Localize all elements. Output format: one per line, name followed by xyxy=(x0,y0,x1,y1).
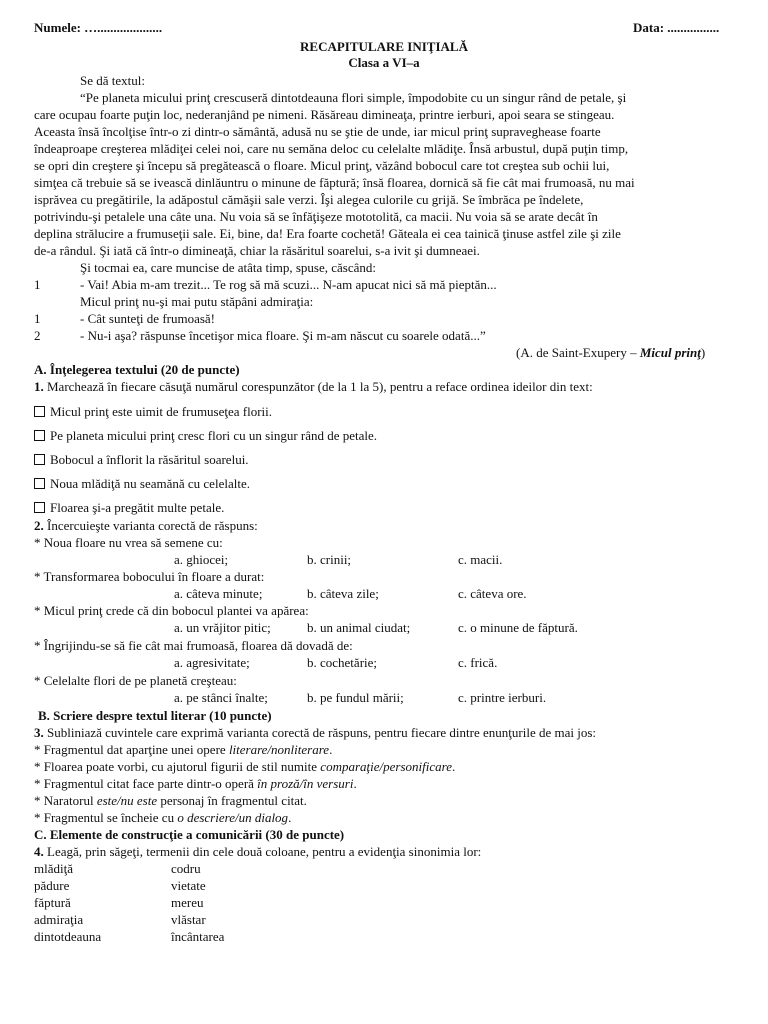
dialogue-num: 1 xyxy=(34,311,41,326)
left-column-term[interactable]: pădure xyxy=(34,878,70,893)
statement-choice[interactable]: este/nu este xyxy=(96,793,158,808)
page-subtitle: Clasa a VI–a xyxy=(348,55,420,70)
statement-choice[interactable]: literare/nonliterare xyxy=(228,742,330,757)
passage-line: simţea că trebuie să se ivească dinlăuntru o minune de făptură; însă floarea, dornică să fie cât mai frumoasă, nu mai xyxy=(34,175,635,190)
dialogue-line: - Vai! Abia m-am trezit... Te rog să mă scuzi... N-am apucat nici să mă pieptăn... xyxy=(80,277,497,292)
order-item xyxy=(34,476,250,491)
mc-option-b[interactable]: b. crinii; xyxy=(307,552,352,567)
mc-option-c[interactable]: c. câteva ore. xyxy=(458,586,527,601)
mc-option-c[interactable]: c. printre ierburi. xyxy=(458,690,547,705)
question-3-text: Subliniază cuvintele care exprimă varianta corectă de răspuns, pentru fiecare dintre enunţurile de mai jos: xyxy=(43,725,597,740)
order-checkbox[interactable] xyxy=(34,478,45,489)
mc-option-a[interactable]: a. câteva minute; xyxy=(174,586,263,601)
question-3-num: 3. xyxy=(34,725,44,740)
mc-option-a[interactable]: a. ghiocei; xyxy=(174,552,229,567)
source-citation xyxy=(516,345,705,360)
mc-option-c[interactable]: c. macii. xyxy=(458,552,503,567)
question-4-text: Leagă, prin săgeţi, termenii din cele două coloane, pentru a evidenţia sinonimia lor: xyxy=(43,844,482,859)
mc-question: * Noua floare nu vrea să semene cu: xyxy=(34,535,223,550)
passage-line: “Pe planeta micului prinţ crescuseră dintotdeauna flori simple, împodobite cu un singur rând de petale, şi xyxy=(80,90,627,105)
statement-text: * Fragmentul dat aparţine unei opere xyxy=(34,742,229,757)
passage-line: potrivindu-şi petalele una câte una. Nu voia să se înfăţişeze mototolită, ca macii. Nu voia să se arate decât în xyxy=(34,209,598,224)
question-2-num: 2. xyxy=(34,518,44,533)
right-column-term[interactable]: codru xyxy=(171,861,201,876)
question-4 xyxy=(34,844,481,859)
order-item-text: Noua mlădiţă nu seamănă cu celelalte. xyxy=(50,476,250,491)
statement-end: . xyxy=(353,776,357,791)
right-column-term[interactable]: vietate xyxy=(171,878,206,893)
mc-option-a[interactable]: a. agresivitate; xyxy=(174,655,250,670)
passage-line: deplina strălucire a frumuseţii sale. Ei, bine, da! Era foarte cochetă! Găteala ei cea tainică ţinuse astfel zile şi zile xyxy=(34,226,621,241)
mc-option-c[interactable]: c. o minune de făptură. xyxy=(458,620,578,635)
dialogue-line: - Nu-i aşa? răspunse încetişor mica floare. Şi m-am născut cu soarele odată...” xyxy=(80,328,486,343)
passage-line: îndeaproape creşterea mlădiţei celei noi, care nu semăna deloc cu celelalte mlădiţe. Însă arbustul, după puţin timp, xyxy=(34,141,629,156)
mc-option-b[interactable]: b. câteva zile; xyxy=(307,586,379,601)
mc-option-a[interactable]: a. pe stânci înalte; xyxy=(174,690,268,705)
statement-item xyxy=(34,759,455,774)
section-c-title: C. Elemente de construcţie a comunicării (30 de puncte) xyxy=(34,827,345,842)
order-checkbox[interactable] xyxy=(34,430,45,441)
order-item-text: Pe planeta micului prinţ cresc flori cu un singur rând de petale. xyxy=(50,428,378,443)
order-item xyxy=(34,452,249,467)
passage-line: se opri din creştere şi începu să pregătească o floare. Micul prinţ, văzând bobocul care tot creştea sub ochii lui, xyxy=(34,158,610,173)
statement-text: * Naratorul xyxy=(34,793,97,808)
section-a-title: A. Înţelegerea textului (20 de puncte) xyxy=(34,362,240,377)
left-column-term[interactable]: admiraţia xyxy=(34,912,84,927)
passage-line: isprăvea cu pregătirile, la adăpostul cămăşii sale verzi. Îşi alegea culorile cu grijă. Se îmbrăca pe îndelete, xyxy=(34,192,584,207)
mc-option-a[interactable]: a. un vrăjitor pitic; xyxy=(174,620,271,635)
passage-line: de-a rândul. Şi iată că într-o dimineaţă, chiar la răsăritul soarelui, s-a ivit şi dumneaei. xyxy=(34,243,480,258)
dialogue-line: - Cât sunteţi de frumoasă! xyxy=(80,311,216,326)
statement-text: * Fragmentul se încheie cu xyxy=(34,810,178,825)
question-1-text: Marchează în fiecare căsuţă numărul corespunzător (de la 1 la 5), pentru a reface ordinea ideilor din text: xyxy=(43,379,593,394)
left-column-term[interactable]: făptură xyxy=(34,895,71,910)
order-checkbox[interactable] xyxy=(34,454,45,465)
mc-question: * Transformarea bobocului în floare a durat: xyxy=(34,569,265,584)
mc-option-b[interactable]: b. un animal ciudat; xyxy=(307,620,411,635)
question-2-text: Încercuieşte varianta corectă de răspuns: xyxy=(43,518,258,533)
question-3 xyxy=(34,725,596,740)
dialogue-num: 1 xyxy=(34,277,41,292)
statement-item xyxy=(34,810,291,825)
source-work: Micul prinţ xyxy=(639,345,701,360)
name-label: Numele: ….................... xyxy=(34,20,163,35)
page-title: RECAPITULARE INIŢIALĂ xyxy=(300,39,468,54)
statement-choice[interactable]: comparaţie/personificare xyxy=(320,759,452,774)
dialogue-line: Şi tocmai ea, care muncise de atâta timp, spuse, căscând: xyxy=(80,260,376,275)
date-label: Data: ................ xyxy=(633,20,720,35)
right-column-term[interactable]: încântarea xyxy=(171,929,225,944)
left-column-term[interactable]: dintotdeauna xyxy=(34,929,102,944)
left-column-term[interactable]: mlădiţă xyxy=(34,861,73,876)
right-column-term[interactable]: vlăstar xyxy=(171,912,206,927)
source-close: ) xyxy=(700,345,706,360)
statement-end: . xyxy=(329,742,333,757)
passage-line: Aceasta însă încolţise într-o zi dintr-o sământă, adusă nu se ştie de unde, iar micul prinţ supraveghease foarte xyxy=(34,124,601,139)
statement-end: . xyxy=(288,810,292,825)
mc-question: * Celelalte flori de pe planetă creşteau: xyxy=(34,673,237,688)
mc-question: * Micul prinţ crede că din bobocul plantei va apărea: xyxy=(34,603,309,618)
right-column-term[interactable]: mereu xyxy=(171,895,204,910)
statement-end: . xyxy=(451,759,456,774)
statement-choice[interactable]: o descriere/un dialog xyxy=(177,810,289,825)
statement-end: personaj în fragmentul citat. xyxy=(157,793,307,808)
order-item-text: Bobocul a înflorit la răsăritul soarelui. xyxy=(50,452,249,467)
statement-text: * Fragmentul citat face parte dintr-o operă xyxy=(34,776,258,791)
mc-option-c[interactable]: c. frică. xyxy=(458,655,498,670)
question-4-num: 4. xyxy=(34,844,44,859)
order-item xyxy=(34,404,272,419)
mc-question: * Îngrijindu-se să fie cât mai frumoasă, floarea dă dovadă de: xyxy=(34,638,353,653)
statement-item xyxy=(34,742,332,757)
passage-line: care ocupau foarte puţin loc, nederanjând pe nimeni. Răsăreau dimineaţa, printre ierburi, apoi seara se stingeau. xyxy=(34,107,615,122)
mc-option-b[interactable]: b. pe fundul mării; xyxy=(307,690,404,705)
order-item-text: Floarea şi-a pregătit multe petale. xyxy=(50,500,225,515)
dialogue-line: Micul prinţ nu-şi mai putu stăpâni admiraţia: xyxy=(80,294,314,309)
source-author: (A. de Saint-Exupery – xyxy=(516,345,640,360)
order-checkbox[interactable] xyxy=(34,502,45,513)
mc-option-b[interactable]: b. cochetărie; xyxy=(307,655,378,670)
question-2 xyxy=(34,518,258,533)
section-b-title: B. Scriere despre textul literar (10 puncte) xyxy=(38,708,272,723)
statement-item xyxy=(34,793,307,808)
statement-text: * Floarea poate vorbi, cu ajutorul figurii de stil numite xyxy=(34,759,321,774)
text-intro: Se dă textul: xyxy=(80,73,145,88)
order-item xyxy=(34,428,377,443)
order-item-text: Micul prinţ este uimit de frumuseţea florii. xyxy=(50,404,273,419)
statement-item xyxy=(34,776,357,791)
dialogue-num: 2 xyxy=(34,328,41,343)
statement-choice[interactable]: în proză/în versuri xyxy=(257,776,354,791)
question-1-num: 1. xyxy=(34,379,44,394)
order-item xyxy=(34,500,224,515)
order-checkbox[interactable] xyxy=(34,406,45,417)
question-1 xyxy=(34,379,593,394)
